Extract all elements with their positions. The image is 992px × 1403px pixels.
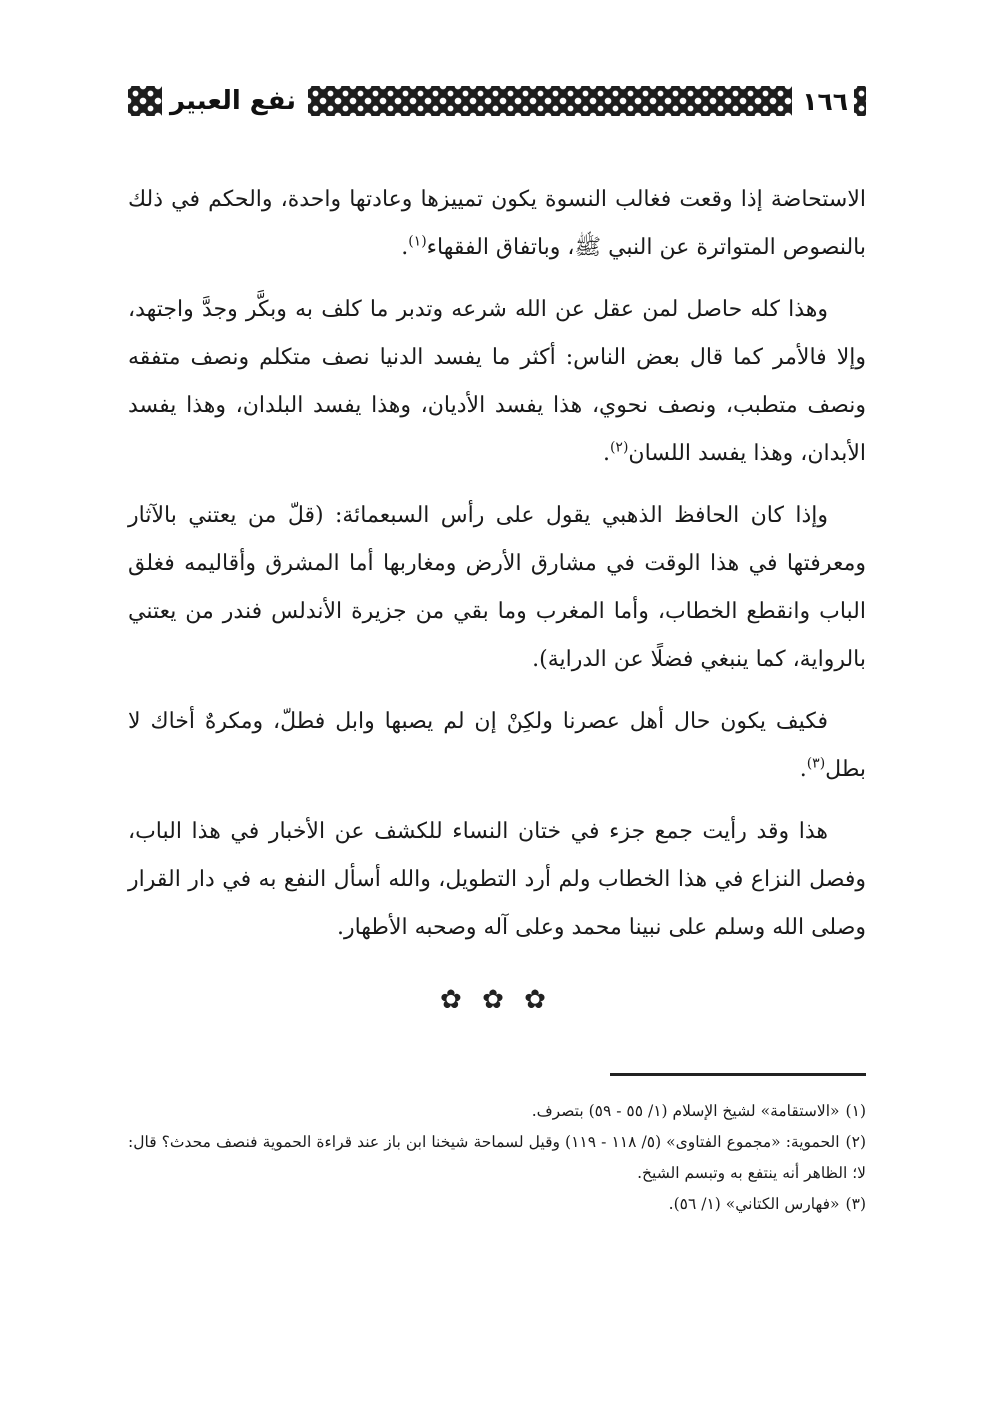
paragraph-3	[128, 492, 866, 684]
header-ornament-band	[308, 86, 792, 116]
paragraph-end: .	[401, 235, 409, 260]
footnote-number: (١)	[845, 1102, 866, 1120]
paragraph-2	[128, 286, 866, 478]
page-header	[128, 80, 866, 122]
footnote-text: «الاستقامة» لشيخ الإسلام (١/ ٥٥ - ٥٩) بتصرف.	[531, 1102, 840, 1120]
running-title: نفع العبير	[170, 86, 297, 116]
footnotes	[128, 1096, 866, 1220]
page-number: ١٦٦	[802, 86, 848, 116]
paragraph-end: .	[602, 441, 610, 466]
paragraph-text: فكيف يكون حال أهل عصرنا ولكِنْ إن لم يصبها وابل فطلّ، ومكرهٌ أخاك لا بطل	[128, 709, 866, 782]
footnote-3	[128, 1189, 866, 1220]
paragraph-text: وإذا كان الحافظ الذهبي يقول على رأس السبعمائة: (قلّ من يعتني بالآثار ومعرفتها في هذا الوقت في مشارق الأرض ومغاربها أما المشرق وأقاليمه فغلق الباب وانقطع الخطاب، وأما المغرب وما بقي من جزيرة الأندلس فندر من يعتني بالرواية، كما ينبغي فضلًا عن الدراية).	[128, 503, 866, 672]
paragraph-text: وهذا كله حاصل لمن عقل عن الله شرعه وتدبر ما كلف به وبكَّر وجدَّ واجتهد، وإلا فالأمر كما قال بعض الناس: أكثر ما يفسد الدنيا نصف متكلم ونصف متفقه ونصف متطبب، ونصف نحوي، هذا يفسد الأديان، وهذا يفسد البلدان، وهذا يفسد الأبدان، وهذا يفسد اللسان	[128, 297, 866, 466]
footnote-1	[128, 1096, 866, 1127]
paragraph-text: الاستحاضة إذا وقعت فغالب النسوة يكون تمييزها وعادتها واحدة، والحكم في ذلك بالنصوص المتواترة عن النبي ﷺ، وباتفاق الفقهاء	[128, 187, 866, 260]
footnote-number: (٢)	[845, 1133, 866, 1151]
footnote-2	[128, 1127, 866, 1189]
section-divider-ornament: ✿ ✿ ✿	[440, 985, 552, 1015]
main-text	[128, 176, 866, 966]
header-ornament-left	[128, 86, 162, 116]
paragraph-text: هذا وقد رأيت جمع جزء في ختان النساء للكشف عن الأخبار في هذا الباب، وفصل النزاع في هذا الخطاب ولم أرد التطويل، والله أسأل النفع به في دار القرار وصلى الله وسلم على نبينا محمد وعلى آله وصحبه الأطهار.	[128, 819, 866, 940]
footnote-ref-3: (٣)	[806, 755, 826, 772]
footnote-text: «فهارس الكتاني» (١/ ٥٦).	[668, 1195, 840, 1213]
footnote-ref-1: (١)	[408, 233, 427, 250]
footnote-number: (٣)	[845, 1195, 866, 1213]
paragraph-5	[128, 808, 866, 952]
footnote-ref-2: (٢)	[609, 439, 629, 456]
paragraph-4	[128, 698, 866, 794]
paragraph-1	[128, 176, 866, 272]
header-ornament-right	[854, 86, 866, 116]
footnote-separator	[610, 1073, 866, 1076]
paragraph-end: .	[799, 757, 807, 782]
footnote-text: الحموية: «مجموع الفتاوى» (٥/ ١١٨ - ١١٩) وقيل لسماحة شيخنا ابن باز عند قراءة الحموية فنصف محدث؟ قال: لا؛ الظاهر أنه ينتفع به وتبسم الشيخ.	[128, 1133, 866, 1182]
